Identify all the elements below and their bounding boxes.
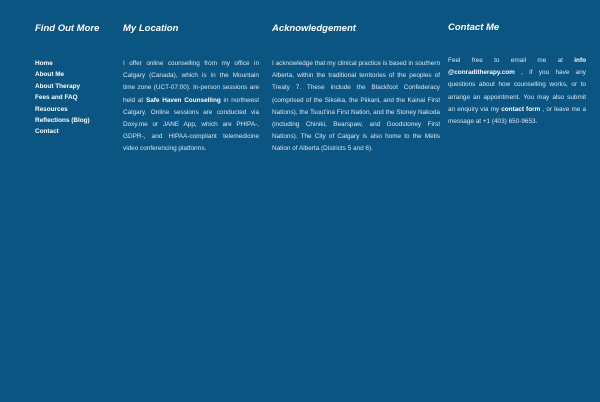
nav-item-home xyxy=(35,58,110,69)
footer-nav xyxy=(35,58,110,138)
nav-item-contact xyxy=(35,126,110,137)
location-paragraph xyxy=(123,58,259,156)
nav-item-about-me xyxy=(35,69,110,80)
nav-link-contact[interactable]: Contact xyxy=(35,128,59,136)
nav-link-about-me[interactable]: About Me xyxy=(35,71,65,79)
contact-text-3: , or leave me a message at +1 (403) 650-9653. xyxy=(448,105,587,126)
contact-text-1: Feel free to email me at xyxy=(448,57,575,64)
contact-me-column xyxy=(448,21,586,128)
acknowledgement-column xyxy=(272,22,440,156)
nav-link-home[interactable]: Home xyxy=(35,60,53,67)
location-text-1: I offer online counselling from my office in Calgary (Canada), which is in the Mountain time zone (UCT-07:00). In-person sessions are held at xyxy=(123,60,259,104)
acknowledgement-heading: Acknowledgement xyxy=(272,23,356,34)
acknowledgement-paragraph: I acknowledge that my clinical practice is based in southern Alberta, within the traditional territories of the peoples of Treaty 7. These include the Blackfoot Confederacy (comprised of the Siksika, the Piikani, and the Kainai First Nations), the Tsuut'ina First Nation, and the Stoney Nakoda (including Chiniki, Bearspaw, and Goodstoney First Nations). The City of Calgary is also home to the Métis Nation of Alberta (Districts 5 and 6). xyxy=(272,60,440,153)
nav-item-fees-faq xyxy=(35,92,110,103)
nav-item-about-therapy xyxy=(35,81,110,92)
contact-paragraph xyxy=(448,55,586,128)
location-text-2: in northwest Calgary. Online sessions are conducted via Doxy.me or JANE App, which are PHIPA-, GDPR-, and HIPAA-compliant telemedicine video conferencing platforms. xyxy=(123,96,259,153)
contact-me-heading: Contact Me xyxy=(448,22,500,33)
location-clinic-name: Safe Haven Counselling xyxy=(145,96,221,104)
my-location-heading: My Location xyxy=(123,23,179,34)
nav-link-fees-faq[interactable]: Fees and FAQ xyxy=(35,94,78,102)
email-link[interactable]: info @conraditherapy.com xyxy=(448,57,586,77)
nav-link-about-therapy[interactable]: About Therapy xyxy=(35,82,81,90)
my-location-column xyxy=(123,22,259,156)
nav-link-resources[interactable]: Resources xyxy=(35,105,68,113)
nav-item-resources xyxy=(35,104,110,115)
nav-link-blog[interactable]: Reflections (Blog) xyxy=(35,117,90,125)
nav-item-blog xyxy=(35,115,110,126)
find-out-more-column xyxy=(35,22,110,138)
contact-text-2: , if you have any questions about how counselling works, or to arrange an appointment. You may also submit an enquiry via my xyxy=(448,69,586,113)
contact-form-link[interactable]: contact form xyxy=(501,105,541,113)
find-out-more-heading: Find Out More xyxy=(35,23,100,34)
